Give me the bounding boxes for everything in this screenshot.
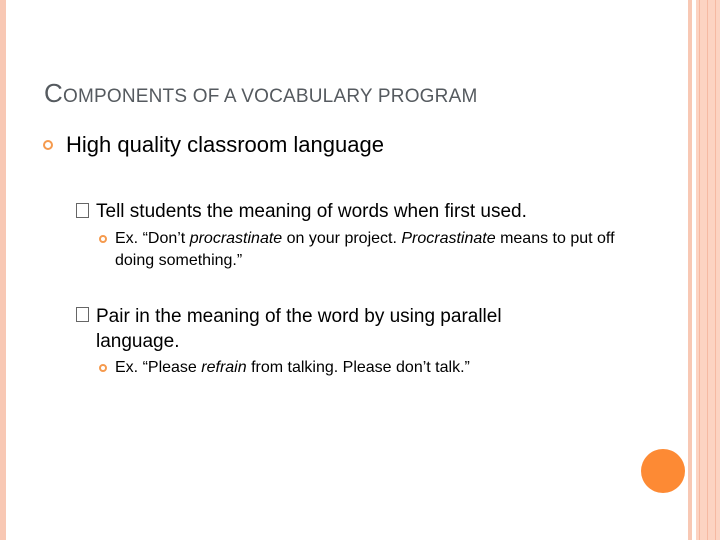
example-text: Ex. “Don’t procrastinate on your project. Procrastinate means to put off doing something.” [115, 230, 615, 269]
checkbox-bullet-icon [76, 307, 89, 322]
sub-bullet-text: Pair in the meaning of the word by using parallel language. [96, 306, 502, 352]
right-border-stripe [688, 0, 692, 540]
sub-bullet-text: Tell students the meaning of words when first used. [96, 201, 527, 222]
bullet-text: High quality classroom language [66, 132, 384, 157]
slide-title: COMPONENTS OF A VOCABULARY PROGRAM [44, 78, 478, 108]
example-text: Ex. “Please refrain from talking. Please don’t talk.” [115, 359, 470, 376]
bullet-icon [99, 364, 107, 372]
bullet-icon [99, 235, 107, 243]
decorative-circle [641, 449, 685, 493]
left-border [0, 0, 6, 540]
right-border-band [696, 0, 720, 540]
checkbox-bullet-icon [76, 203, 89, 218]
bullet-icon [43, 140, 53, 150]
